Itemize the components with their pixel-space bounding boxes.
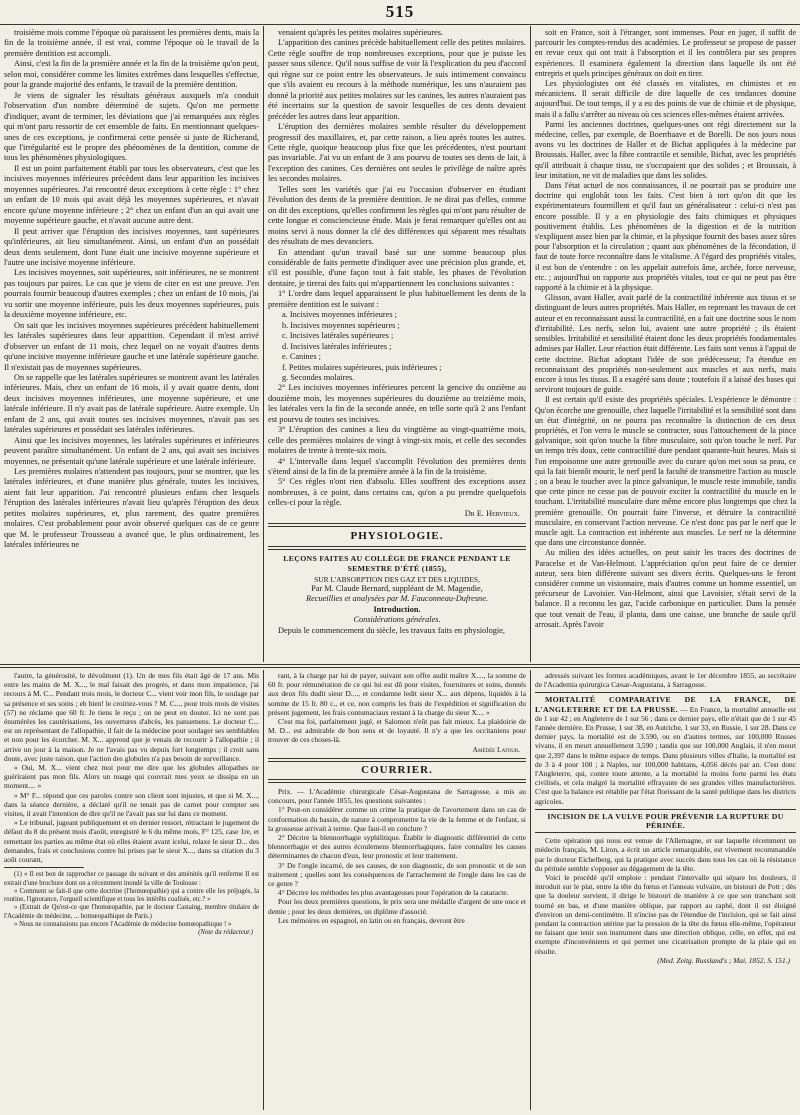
article-column-1: [4, 28, 259, 662]
paragraph: On se rappelle que les latérales supérieures se montrent avant les latérales inférieures. Mais, chez un enfant de 16 mois, il y avait quatre dents, dont deux incisives moyennes inférieures, une moyenne supérieure, et une latérale inférieure. Il n'y avait pas de latérale supérieure. Autre exemple. Un enfant de 2 ans, qui avait toutes ses incisives moyennes, n'avait pas ses latérales supérieures et possédait ses latérales inférieures.: [4, 372, 259, 435]
paragraph: 4° Décrire les méthodes les plus avantageuses pour l'opération de la cataracte.: [278, 888, 509, 898]
paragraph: L'apparition des canines précède habituellement celle des petites molaires. Cette règle souffre de trop nombreuses exceptions, pour que je puisse les passer sous silence. Qu'il nous suffise de voir là l'explication du peu d'accord qui règne sur ce point entre les observateurs. Je suis intimement convaincu que s'ils avaient eu recours à la méthode numérique, les uns n'auraient pas donné la priorité aux petites molaires sur les canines, les autres n'auraient pas été incertains sur la question de savoir lesquelles de ces dents devaient précéder les autres dans leur apparition.: [268, 38, 526, 121]
footnote-rule: [4, 867, 84, 868]
paragraph: Ainsi que les incisives moyennes, les latérales supérieures et inférieures peuvent paraître simultanément. Un enfant de 2 ans, qui avait ses incisives moyennes, ne présentait qu'une latérale supérieure et une latérale inférieure.: [4, 435, 259, 466]
incision-heading: INCISION DE LA VULVE POUR PRÉVENIR LA RUPTURE DU PÉRINÉE.: [547, 811, 784, 831]
mortality-text: — En France, la mortalité annuelle est de 1 sur 42 ; en Angleterre de 1 sur 56 ; dans ce dernier pays, elle n'était que de 1 sur 45 l'année dernière. En Prusse, 1 sur 38, en Autriche, 1 sur 33, en Russie, 1 sur 28. Dans ce dernier pays, la mortalité est de 3.590, ou en d'autres termes, sur 100,000 Russes vivans, il en meurt annuellement 3,590 ; tandis que sur 100,000 Anglais, il n'en meurt que 2,397 dans le même espace de temps. Dans plusieurs villes d'Italie, la mortalité est de 3 à 4 pour 100 ; à Naples, sur 100,000 habitans, 4,056 décès par an. C'est donc l'Angleterre, qui, contre toute attente, a la mortalité la moins forte parmi les états civilisés, et cela malgré la mortalité effrayante de ses grandes villes manufacturières. C'est que la balance est rétablie par l'état florissant de la santé publique dans les districts agricoles.: [535, 704, 796, 806]
bottom-column-3: [535, 671, 796, 1111]
paragraph: 2° Décrire la blennorrhagie syphilitique. Établir le diagnostic différentiel de cette blennorrhagie et des autres écoulemens blennorrhagiques, faire connaître les causes déterminantes de chacun d'eux, leur pronostic et leur traitement.: [268, 833, 526, 861]
paragraph: Les mémoires en espagnol, en latin ou en français, devront être: [278, 915, 465, 925]
paragraph: l'autre, la générosité, le dévoûment (1). Un de mes fils était âgé de 17 ans. Mis entre les mains de M. X..., le mal faisait des progrès, et dans mon impatience, j'ai recours à M. C... Pendant trois mois, le docteur C... vient voir mon fils, le soulage par sa présence et ses soins ; eh bien! le croiriez-vous ? M. C..., pour trois mois de visites (57) ne réclame que 60 fr. Je tiens le reçu ; on ne peut en douter. Ici ne sont pas énumérées les cautérisations, les ouvertures d'abcès, les pansemens. Le docteur C... est un représentant de l'allopathie, il fait de la médecine pour soulager ses semblables et non pour les écorcher. M. X... apprend que je venais de recourir à l'allopathie ; il arrive un jour à la maison. Je ne l'avais pas vu depuis fort longtemps ; il croit sans doute, avec juste raison, que l'action des globules n'a pas besoin de surveillance.: [4, 671, 259, 763]
paragraph: Pour les deux premières questions, le prix sera une médaille d'argent de une once et demie ; pour les deux dernières, un diplôme d'associé.: [268, 897, 526, 916]
list-item: g. Secondes molaires.: [282, 372, 355, 382]
article-column-3: [535, 28, 796, 662]
paragraph: Au milieu des idées actuelles, on peut saisir les traces des doctrines de Paracelse et de Van-Helmont. L'appréciation qu'on peut faire de ce dernier auteur, sera bien différente suivant ses divers écrits. Quelques-uns le feront considérer comme un visionnaire, mais d'autres comme un homme essentiel, un précurseur de Lavoisier. Van-Helmont, ainsi que Lavoisier, s'était servi de la balance. Il a reconnu les gaz, l'acide carbonique en particulier. Dans la pensée que tout venait de l'eau, il planta, dans une caisse, une branche de saule qu'il arrosait. Après l'avoir: [535, 548, 796, 629]
list-item: b. Incisives moyennes supérieures ;: [282, 320, 400, 330]
paragraph: L'éruption des dernières molaires semble résulter du développement progressif des maxillaires, et, par cette raison, a lieu après toutes les autres. Cette règle, quoique beaucoup plus fixe que les précédentes, n'est pourtant pas invariable. J'ai vu un enfant de 3 ans pourvu de toutes ses dents de lait, à l'exception des canines. Ces dernières ont seules le privilège de naître après les secondes molaires.: [268, 122, 526, 184]
mortality-heading: MORTALITÉ COMPARATIVE DE LA FRANCE, DE L'ANGLETERRE ET DE LA PRUSSE.: [535, 695, 796, 714]
intro-heading: Introduction.: [373, 604, 421, 614]
lecture-title: LEÇONS FAITES AU COLLÈGE DE FRANCE PENDANT LE SEMESTRE D'ÉTÉ (1855),: [283, 553, 511, 574]
footnote-signature: (Note du rédacteur.): [198, 929, 253, 937]
section-header-physiology: PHYSIOLOGIE.: [350, 530, 444, 543]
lecture-editor: Recueillies et analysées par M. Fauconneau-Dufresne.: [306, 594, 488, 604]
incision-source: (Med. Zeitg. Russland's ; Mai, 1852, S. 151.): [657, 955, 790, 965]
column-divider: [263, 26, 264, 662]
paragraph: C'est ma foi, parfaitement jugé, et Salomon n'eût pas fait mieux. La plaidoirie de M. D... est admirable de bon sens et de loyauté. Il n'y a que les occitaniens pour trouver de ces choses-là.: [268, 717, 526, 745]
bottom-column-2: [268, 671, 526, 1111]
column-divider: [530, 670, 531, 1110]
list-item: d. Incisives latérales inférieures ;: [282, 341, 392, 351]
page-number: 515: [385, 2, 415, 21]
paragraph: Voici le procédé qu'il emploie : pendant l'intervalle qui sépare les douleurs, il introduit sur le plat, entre la tête du fœtus et l'anneau vulvaire, un bistouri de Pott ; dès que la douleur survient, il dirige le bistouri de manière à ce que son tranchant soit tourné en bas, et d'une manière oblique, par rapport au raphé, dont il est éloigné d'environ un demi-centimètre. Il n'incise pas de l'étendue de l'incision, qui se fait ainsi pendant la contraction utérine par la pression de la tête du fœtus elle-même, l'opérateur ne faisant que tenir son instrument dans une direction oblique, celle, en effet, qui est exempte d'inconvénients et qui permet une cicatrisation prompte de la plaie qui en résulte.: [535, 873, 796, 956]
column-divider: [263, 670, 264, 1110]
paragraph: venaient qu'après les petites molaires supérieures.: [278, 28, 444, 37]
section-header-courrier: COURRIER.: [361, 763, 433, 776]
paragraph: 4° L'intervalle dans lequel s'accomplit l'évolution des premières dents s'étend ainsi de la fin de la première année à la fin de la troisième.: [268, 456, 526, 477]
section-rule: [0, 667, 800, 668]
paragraph: Telles sont les variétés que j'ai eu l'occasion d'observer en étudiant l'évolution des dents de la première dentition. Je ne dirai pas d'elles, comme on dit des exceptions, qu'elles confirment les règles qui m'ont paru résulter de cette longue et consciencieuse étude. Mais je ferai remarquer qu'elles ont au moins servi à nous donner la clé des différences qui séparent mes résultats des résultats de mes devanciers.: [268, 184, 526, 247]
list-item: c. Incisives latérales supérieures ;: [282, 331, 394, 341]
paragraph: Les premières molaires n'attendent pas toujours, pour se montrer, que les latérales inférieures, et d'une manière plus générale, toutes les incisives, aient fait leur apparition. J'ai rencontré plusieurs enfans chez lesquels l'éruption des latérales inférieures n'avait lieu qu'après l'éruption des deux petites molaires supérieures, et, plus rarement, des quatre premières molaires. C'est probablement pour avoir observé quelques cas de ce genre que M. le professeur Trousseau a avancé que, le plus ordinairement, les latérales inférieures ne: [4, 467, 259, 550]
header-rule: [0, 24, 800, 25]
column-divider: [530, 26, 531, 662]
paragraph: Dans l'état actuel de nos connaissances, il ne pourrait pas se produire une doctrine qui englobât tous les faits. C'est bien à tort qu'on dit que les expérimentateurs fourmillent et qu'il faut un généralisateur : celui-ci n'est pas encore possible. Il y a en physiologie des faits chimiques et physiques positivement établis. Les phénomènes de la digestion et de la nutrition s'expliquent assez bien par la chimie, et la physique fournit des bases assez sûres pour l'absorption et la circulation ; quant aux phénomènes de la fécondation, il faut de toute force reconnaître dans le vitalisme. A l'égard des propriétés vitales, il est bon de s'entendre : on les appelait autrefois âme, archée, force nerveuse, etc. ; aujourd'hui on rapporte aux propriétés vitales, tout ce qui ne peut pas être rapporté à la chimie et à la physique.: [535, 181, 796, 293]
paragraph: Glisson, avant Haller, avait parlé de la contractilité inhérente aux tissus et se distinguant de leurs autres propriétés. Mais Haller, en reprenant les travaux de cet auteur et en reconnaissant aussi la contractilité, en a fait une doctrine sous le nom d'irritabilité. Les nerfs, selon lui, avaient une autre propriété ; ils étaient sensibles. Irritabilité et sensibilité étaient donc les deux propriétés fondamentales admises par Haller. Leur réaction était différente. Les faits sont venus à l'appui de cette doctrine. Bichat adoptant l'idée de son prédécesseur, l'a étendue en reconnaissant des propriétés non-seulement aux muscles et aux nerfs, mais encore à tous les tissus. Il a exagéré sans doute ; toutefois il a laissé des bases qui serviront toujours de guide.: [535, 293, 796, 395]
paragraph: » Oui, M. X... vient chez moi pour me dire que les globules allopathes ne guériraient pas mon fils. Alors un nuage qui couvrait mes yeux se dissipa en un moment.... »: [4, 763, 259, 791]
paragraph: 1° Peut-on considérer comme un crime la pratique de l'avortement dans un cas de conformation du bassin, de nature à compromettre la vie de la femme et de l'enfant, si la grossesse arrivait à terme. Que faut-il en conclure ?: [268, 805, 526, 833]
paragraph: Les incisives moyennes, soit supérieures, soit inférieures, ne se montrent pas toujours par paires. Le cas que je viens de citer en est une preuve. J'en pourrais fournir beaucoup d'autres exemples ; chez un enfant de 10 mois, j'ai vu sortir une moyenne inférieure, puis les deux moyennes supérieures, puis la deuxième moyenne inférieure, etc.: [4, 268, 259, 320]
paragraph: 1° L'ordre dans lequel apparaissent le plus habituellement les dents de la première dentition est le suivant :: [268, 289, 526, 309]
paragraph: soit en France, soit à l'étranger, sont immenses. Pour en juger, il suffit de parcourir les comptes-rendus des académies. Le professeur se propose de passer en revue ceux qui ont trait à l'absorption et il les contrôlera par ses propres expériences. Il examinera également la direction dans laquelle ils ont été entrepris et quels principes généraux on doit en tirer.: [535, 28, 796, 78]
paragraph: Je viens de signaler les résultats généraux auxquels m'a conduit l'observation d'un nombre déterminé de sujets. Qu'on me permette d'indiquer, avant de terminer, les déviations que j'ai remarquées aux règles qui m'ont paru ressortir de cet ensemble de faits. En mentionnant quelques-unes de ces exceptions, je confirmerai cette pensée si juste de Richerand, que l'irrégularité est le propre des phénomènes de la dentition, comme de tous les phénomènes physiologiques.: [4, 90, 259, 163]
paragraph: Les physiologistes ont été classés en vitalistes, en chimistes et en mécaniciens. Il serait difficile de dire laquelle de ces tendances domine aujourd'hui. De tout temps, il y a eu des points de vue de chimie et de physique, mais il a fallu s'arrêter au niveau où ces sciences elles-mêmes étaient arrivées.: [535, 79, 796, 119]
paragraph: Ainsi, c'est la fin de la première année et la fin de la troisième qu'on peut, selon moi, considérer comme les limites extrêmes dans lesquelles s'effectue, pour la grande majorité des enfants, le travail de la première dentition.: [4, 59, 259, 90]
paragraph: 5° Ces règles n'ont rien d'absolu. Elles souffrent des exceptions assez nombreuses, à ce point, dans certains cas, qu'on a pu prendre quelquefois celles-ci pour la règle.: [268, 477, 526, 508]
footnote-line: » (Extrait de Qu'est-ce que l'homœopathie, par le docteur Castaing, membre titulaire de l'Académie de médecine, ... homœopathique de Paris.): [4, 904, 259, 920]
paragraph: troisième mois comme l'époque où paraissent les premières dents, mais la fin de la troisième année, il est vrai, comme l'époque où le travail de la première dentition est accompli.: [4, 28, 259, 58]
paragraph: rant, à la charge par lui de payer, suivant son offre audit maître X...., la somme de 60 fr. pour rémunération de ce qui lui est dû pour visites, fournitures et soins, donnés aux deux fils dudit sieur D...., et condamne ledit sieur X... aux dépens, liquidés à la somme de 15 fr. 80 c., et ce, non compris les frais de l'expédition et signification du présent jugement, les frais contumaciaux restant à la charge du sieur X.... »: [268, 671, 526, 717]
item-rule: [535, 809, 796, 810]
footnote-line: » Nous ne connaissions pas encore l'Académie de médecine homœopathique ! »: [14, 921, 232, 929]
footnote-line: « Comment se fait-il que cette doctrine (l'homœopathie) qui a contre elle les préjugés, la routine, l'ignorance, l'orgueil scientifique et tous les intérêts coalisés, etc.? »: [4, 887, 259, 904]
paragraph: Il peut arriver que l'éruption des incisives moyennes, tant supérieures qu'inférieures, ait lieu simultanément. Ainsi, un enfant d'un an possédait deux dents seulement, dont l'une était une incisive moyenne supérieure et l'autre une incisive moyenne inférieure.: [4, 226, 259, 267]
item-rule: [535, 692, 796, 693]
list-item: a. Incisives moyennes inférieures ;: [282, 310, 397, 320]
paragraph: » M° F... répond que ces paroles contre son client sont injustes, et que si M. X..., dans la séance dernière, a déclaré qu'il ne tenait pas de carnet pour compter ses visites, il avait l'intention de dire qu'il ne l'avait pas sur lui dans ce moment.: [4, 790, 259, 819]
double-rule: [268, 779, 526, 783]
list-item: f. Petites molaires supérieures, puis inférieures ;: [282, 362, 442, 372]
paragraph: Prix. — L'Académie chirurgicale César-Augustana de Sarragosse, a mis au concours, pour l'année 1855, les questions suivantes :: [268, 787, 526, 806]
double-rule: [268, 546, 526, 550]
paragraph: adressés suivant les formes académiques, avant le 1er décembre 1855, au secrétaire de l'Academia quirurgica Cæsar-Augustana, à Sarragosse.: [535, 671, 796, 690]
paragraph: Parmi les anciennes doctrines, quelques-unes ont régi directement sur la médecine, celles, par exemple, de Boerrhaave et de Borelli. De nos jours nous avons vu les doctrines de Haller et de Bichat appliquées à la médecine par Broussais. Haller, avec la fibre contractile et sensible, Bichat, avec les propriétés qu'il attribuait à chaque tissu, ne s'occupaient que des solides ; et Broussais, à leur imitation, ne vit de maladies que dans les solides.: [535, 119, 796, 180]
paragraph: » Le tribunal, jugeant publiquement et en dernier ressort, rétractant le jugement de défaut du 8 du présent mois d'août, enregistré le 6 du même mois, F° 125, case 1re, et remettant les parties au même état où elles étaient avant icelui, relaxe le sieur D... des demandes, frais et conclusions contre lui prises par le sieur X..., dans sa citation du 3 août courant,: [4, 818, 259, 865]
author-signature: Dr E. Hervieux.: [464, 508, 520, 518]
paragraph: 3° De l'ongle incarné, de ses causes, de son diagnostic, de son pronostic et de son traitement ; quelles sont les conséquences de l'arrachement de l'ongle dans les cas de ce genre ?: [268, 860, 526, 889]
double-rule: [268, 758, 526, 762]
paragraph: 3° L'éruption des canines a lieu du vingtième au vingt-quatrième mois, celle des premières molaires de vingt à vingt-six mois, et celle des secondes molaires de trente à trente-six mois.: [268, 425, 526, 456]
paragraph: Cette opération qui nous est venue de l'Allemagne, et sur laquelle récemment un médecin français, M. Liron, a écrit un article remarquable, est vivement recommandée par le docteur Eichelberg, qui la pratique avec succès dans tous les cas où la résistance du périnée semble s'opposer au dégagement de la tête.: [535, 836, 796, 873]
footnote-line: (1) « Il est bon de rapprocher ce passage du suivant et des aménités qu'il renferme Il est extrait d'une brochure dont on a récemment inondé la ville de Toulouse :: [4, 871, 259, 887]
intro-subheading: Considérations générales.: [353, 615, 441, 625]
paragraph: En attendant qu'un travail basé sur une somme beaucoup plus considérable de faits permette d'indiquer avec une précision plus grande, et, s'il est possible, d'une façon tout à fait stable, les phases de l'évolution dentaire, je tirerai des faits qui m'appartiennent les conclusions suivantes :: [268, 247, 526, 288]
paragraph: Il est certain qu'il existe des propriétés spéciales. L'expérience le démontre : Qu'on écorche une grenouille, chez laquelle l'irritabilité et la sensibilité sont dans un état d'intégrité, on ne pourra pas reconnaître la distinction de ces deux propriétés, et l'on verra le muscle se contracter, sous l'attouchement de la pince galvanique, soit qu'on touche la fibre musculaire, soit qu'on touche le nerf. Par un temps très doux, cette contractilité dure pendant quarante-huit heures. Mais si l'on empoisonne une autre grenouille avec du curare qu'on met sous sa peau, ce qui la fait bientôt mourir, le nerf perd la faculté de transmettre l'action au muscle ; on a beau le toucher avec la pince galvanique, le muscle reste immobile, tandis que cette pince ne cesse pas de pouvoir exciter la contractilité du muscle en le touchant. L'irritabilité musculaire dure même encore plus longtemps que chez la première grenouille. On pourrait faire l'inverse, et détruire la contractilité musculaire, en conservant l'action nerveuse. Ce n'est donc pas par le nerf que le muscle agit. La contraction est inhérente aux muscles. Le nerf ne la détermine que dans une circonstance donnée.: [535, 395, 796, 548]
dentition-order-list: [268, 310, 526, 383]
section-rule: [0, 664, 800, 665]
bottom-column-1: [4, 671, 259, 1111]
article-column-2: [268, 28, 526, 662]
paragraph: Il est un point parfaitement établi par tous les observateurs, c'est que les incisives moyennes inférieures précèdent dans leur apparition les incisives moyennes supérieures. J'ai rencontré deux exceptions à cette règle : 1° chez un enfant de 10 mois qui avait déjà les moyennes supérieures, et n'avait encore qu'une moyenne inférieure ; 2° chez un enfant d'un an qui avait une moyenne supérieure gauche, et n'avait aucune autre dent.: [4, 163, 259, 226]
double-rule: [268, 523, 526, 527]
paragraph: On sait que les incisives moyennes supérieures précèdent habituellement les latérales supérieures dans leur apparition. Cependant il m'est arrivé d'observer un enfant de 11 mois, chez lequel on ne voyait d'autres dents qu'une incisive moyenne inférieure gauche et une latérale supérieure gauche. Il n'existait pas de moyennes supérieures.: [4, 320, 259, 372]
lecture-subject: SUR L'ABSORPTION DES GAZ ET DES LIQUIDES,: [314, 574, 480, 584]
author-signature: Amédée Latour.: [472, 744, 520, 754]
paragraph: 2° Les incisives moyennes inférieures percent la gencive du onzième au douzième mois, les moyennes supérieures du douzième au treizième mois, les latérales vers la fin de la seconde année, en telle sorte qu'à 2 ans l'enfant est pourvu de toutes ses incisives.: [268, 383, 526, 424]
lecture-author: Par M. Claude Bernard, suppléant de M. Magendie,: [311, 583, 483, 593]
list-item: e. Canines ;: [282, 352, 321, 362]
item-rule: [535, 832, 796, 833]
physiology-first-paragraph: Depuis le commencement du siècle, les travaux faits en physiologie,: [278, 625, 505, 635]
